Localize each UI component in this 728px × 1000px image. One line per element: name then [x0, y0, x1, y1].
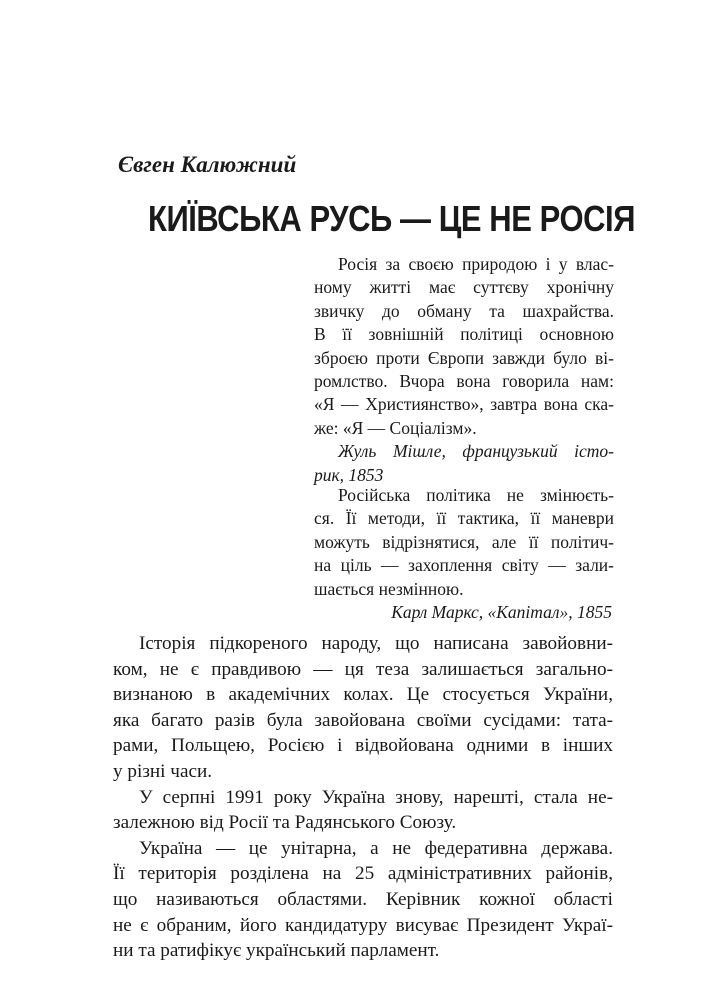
- epigraph-line: звичку до обману та шахрайства.: [314, 300, 614, 321]
- epigraph-line: «Я — Християнство», завтра вона ска-: [314, 394, 614, 415]
- text-line: що називаються областями. Керівник кожної області: [113, 888, 613, 910]
- epigraph-michelet: [314, 253, 614, 487]
- text-line: ком, не є правдивою — ця теза залишається загально-: [113, 658, 613, 680]
- epigraph-line: Росія за своєю природою і у влас-: [338, 254, 614, 274]
- paragraph: [113, 836, 613, 964]
- epigraph-attribution: Жуль Мішле, французький істо-: [338, 441, 614, 462]
- text-line: залежною від Росії та Радянського Союзу.: [113, 812, 457, 834]
- epigraph-line: Російська політика не змінюєть-: [338, 485, 614, 505]
- epigraph-line: зброєю проти Європи завжди було ві-: [314, 347, 614, 368]
- epigraph-marx: [314, 484, 614, 624]
- epigraph-line: ромлство. Вчора вона говорила нам:: [314, 370, 614, 391]
- author-name: Євген Калюжний: [118, 152, 297, 177]
- text-line: Україна — це унітарна, а не федеративна держава.: [139, 837, 613, 859]
- epigraph-line: же: «Я — Соціалізм».: [314, 417, 477, 438]
- paragraph: [113, 631, 613, 785]
- epigraph-line: на ціль — захоплення світу — зали-: [314, 555, 614, 576]
- text-line: у різні часи.: [113, 760, 213, 782]
- epigraph-line: шається незмінною.: [314, 578, 464, 599]
- text-line: визнаною в академічних колах. Це стосується України,: [113, 684, 613, 706]
- text-line: рами, Польщею, Росією і відвойована одними в інших: [113, 735, 613, 757]
- epigraph-attribution: рик, 1853: [314, 464, 384, 485]
- epigraph-line: ся. Її методи, її тактика, її маневри: [314, 508, 614, 529]
- epigraph-line: ному житті має суттєву хронічну: [314, 277, 614, 298]
- text-line: яка багато разів була завойована своїми сусідами: тата-: [113, 709, 613, 731]
- epigraph-line: В її зовнішній політиці основною: [314, 324, 614, 345]
- text-line: Її територія розділена на 25 адміністративних районів,: [113, 863, 613, 885]
- paragraph: [113, 785, 613, 836]
- chapter-title: КИЇВСЬКА РУСЬ — ЦЕ НЕ РОСІЯ: [148, 198, 636, 239]
- text-line: Історія підкореного народу, що написана завойовни-: [139, 633, 613, 654]
- epigraph-attribution: Карл Маркс, «Капітал», 1855: [391, 601, 612, 622]
- epigraph-line: можуть відрізнятися, але її політич-: [314, 531, 614, 552]
- text-line: У серпні 1991 року Україна знову, нарешті, стала не-: [139, 786, 613, 808]
- body-text: [113, 631, 613, 964]
- text-line: не є обраним, його кандидатуру висуває Президент Украї-: [113, 914, 613, 936]
- text-line: ни та ратифікує український парламент.: [113, 940, 440, 962]
